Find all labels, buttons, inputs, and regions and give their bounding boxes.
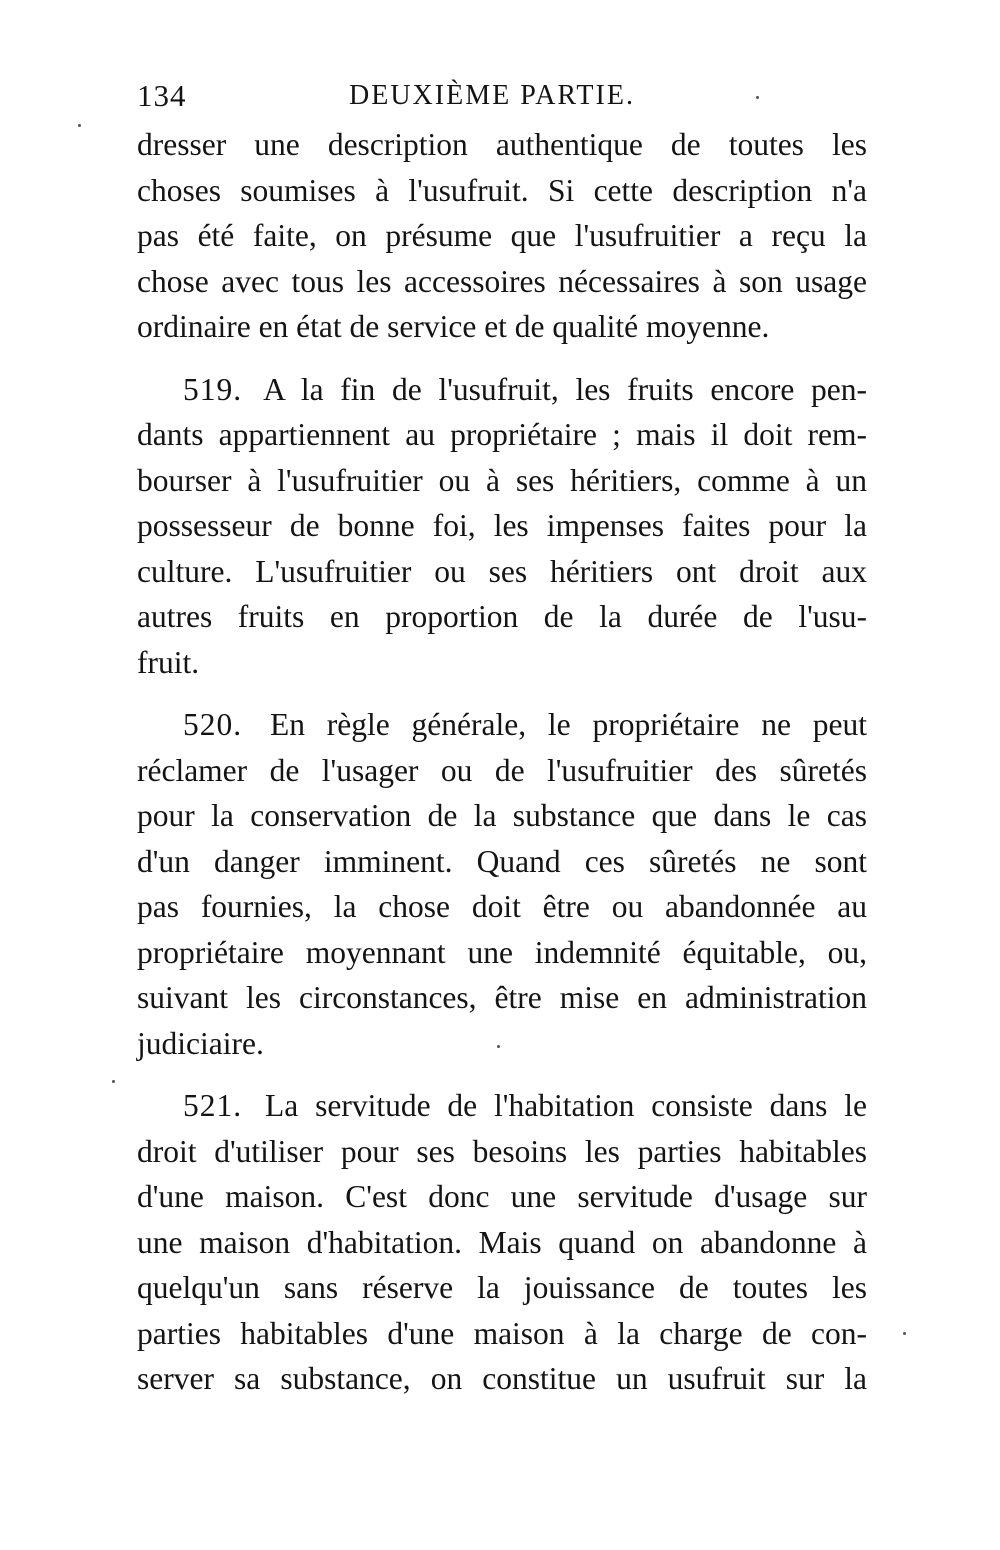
text-line: autres fruits en proportion de la durée de l'usu- xyxy=(137,599,867,634)
body-text xyxy=(137,122,867,1402)
print-speck xyxy=(756,96,759,99)
paragraph-520 xyxy=(137,702,867,1066)
print-speck xyxy=(497,1045,500,1048)
text-line: La servitude de l'habitation consiste dans le xyxy=(265,1088,867,1123)
text-line: A la fin de l'usufruit, les fruits encore pen- xyxy=(263,371,867,407)
text-line: pour la conservation de la substance que dans le cas xyxy=(137,798,867,833)
paragraph-continuation xyxy=(137,122,867,350)
text-line: dresser une description authentique de toutes les xyxy=(137,127,867,162)
text-line-first xyxy=(137,1083,867,1129)
text-line: propriétaire moyennant une indemnité équitable, ou, xyxy=(137,934,867,970)
text-line: dants appartiennent au propriétaire ; mais il doit rem- xyxy=(137,417,867,452)
text-line: quelqu'un sans réserve la jouissance de toutes les xyxy=(137,1270,867,1305)
text-line: fruit. xyxy=(137,644,200,680)
text-line: pas fournies, la chose doit être ou abandonnée au xyxy=(137,889,867,924)
text-line: réclamer de l'usager ou de l'usufruitier des sûretés xyxy=(137,752,867,788)
text-line: une maison d'habitation. Mais quand on abandonne à xyxy=(137,1224,867,1260)
article-number: 519. xyxy=(183,371,243,407)
print-speck xyxy=(903,1332,906,1335)
text-line: choses soumises à l'usufruit. Si cette description n'a xyxy=(137,172,867,208)
text-line: En règle générale, le propriétaire ne peut xyxy=(269,707,867,742)
running-head: DEUXIÈME PARTIE. xyxy=(349,80,635,111)
text-line: chose avec tous les accessoires nécessaires à son usage xyxy=(137,263,867,299)
article-number: 520. xyxy=(183,707,243,742)
text-line: culture. L'usufruitier ou ses héritiers ont droit aux xyxy=(137,553,867,589)
text-line: d'une maison. C'est donc une servitude d'usage sur xyxy=(137,1179,867,1214)
paragraph-521 xyxy=(137,1083,867,1402)
article-number: 521. xyxy=(183,1088,243,1123)
print-speck xyxy=(78,124,81,127)
text-line: bourser à l'usufruitier ou à ses héritiers, comme à un xyxy=(137,462,867,498)
text-line: parties habitables d'une maison à la charge de con- xyxy=(137,1315,867,1351)
text-line: server sa substance, on constitue un usufruit sur la xyxy=(137,1361,867,1396)
page-number: 134 xyxy=(137,78,187,113)
text-line: ordinaire en état de service et de qualité moyenne. xyxy=(137,309,770,344)
text-line: possesseur de bonne foi, les impenses faites pour la xyxy=(137,508,867,543)
text-line: judiciaire. xyxy=(137,1025,264,1061)
text-line: d'un danger imminent. Quand ces sûretés ne sont xyxy=(137,843,867,879)
text-line-first xyxy=(137,702,867,748)
text-line: droit d'utiliser pour ses besoins les parties habitables xyxy=(137,1133,867,1169)
print-speck xyxy=(112,1080,115,1083)
text-line: pas été faite, on présume que l'usufruitier a reçu la xyxy=(137,218,867,253)
paragraph-519 xyxy=(137,367,867,686)
text-line-first xyxy=(137,367,867,413)
text-line: suivant les circonstances, être mise en administration xyxy=(137,980,867,1015)
page-header xyxy=(137,70,865,120)
